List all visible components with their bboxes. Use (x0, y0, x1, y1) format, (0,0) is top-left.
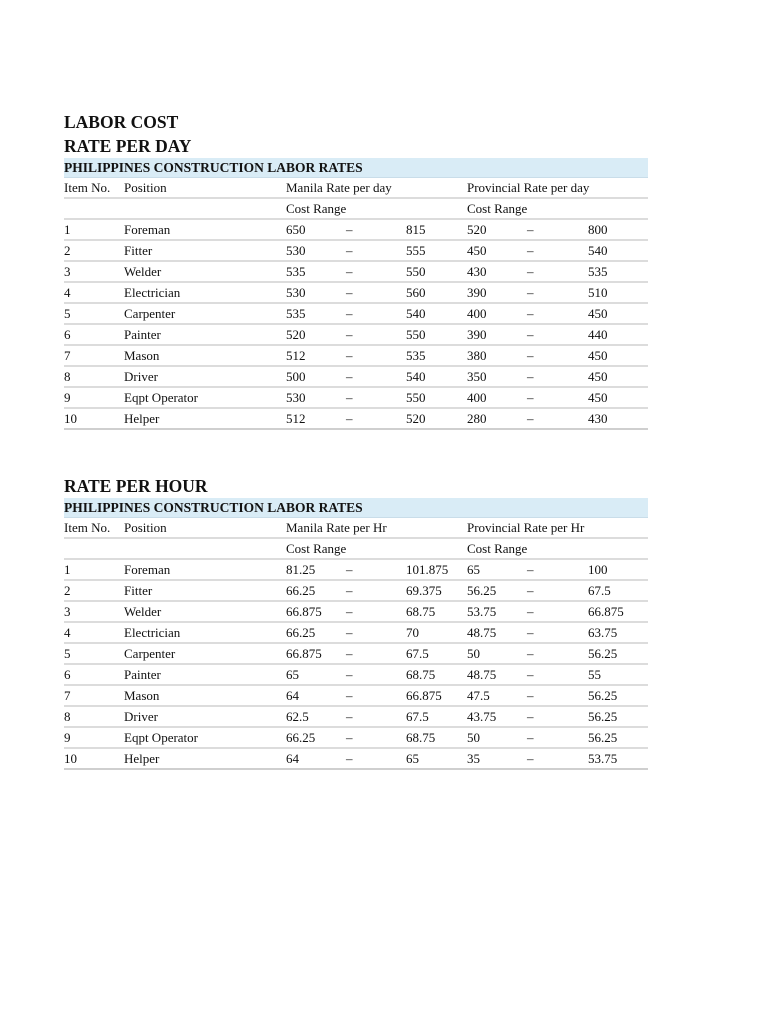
provincial-high: 430 (588, 411, 608, 426)
item-number: 7 (64, 348, 71, 363)
manila-low: 512 (286, 411, 306, 426)
provincial-range-separator: – (527, 625, 534, 640)
position-name: Eqpt Operator (124, 390, 199, 405)
item-number: 1 (64, 562, 71, 577)
header-manila-cost-range: Cost Range (286, 541, 347, 556)
table-body (64, 220, 648, 430)
table-row (64, 220, 648, 241)
item-number: 4 (64, 285, 71, 300)
manila-low: 535 (286, 264, 306, 279)
item-number: 9 (64, 390, 71, 405)
manila-high: 69.375 (406, 583, 442, 598)
provincial-high: 450 (588, 369, 608, 384)
provincial-low: 400 (467, 390, 487, 405)
provincial-range-separator: – (527, 583, 534, 598)
provincial-high: 56.25 (588, 709, 618, 724)
header-manila-cost-range: Cost Range (286, 201, 347, 216)
manila-low: 66.875 (286, 604, 322, 619)
provincial-low: 390 (467, 285, 487, 300)
manila-range-separator: – (346, 625, 353, 640)
table-row (64, 707, 648, 728)
manila-high: 68.75 (406, 730, 436, 745)
manila-range-separator: – (346, 285, 353, 300)
provincial-range-separator: – (527, 709, 534, 724)
manila-low: 512 (286, 348, 306, 363)
item-number: 1 (64, 222, 71, 237)
manila-range-separator: – (346, 709, 353, 724)
position-name: Helper (124, 751, 160, 766)
manila-range-separator: – (346, 369, 353, 384)
item-number: 8 (64, 709, 71, 724)
table-row (64, 728, 648, 749)
provincial-high: 450 (588, 306, 608, 321)
manila-low: 65 (286, 667, 299, 682)
position-name: Electrician (124, 625, 181, 640)
provincial-low: 380 (467, 348, 487, 363)
position-name: Foreman (124, 562, 171, 577)
item-number: 6 (64, 667, 71, 682)
item-number: 5 (64, 306, 71, 321)
manila-high: 540 (406, 306, 426, 321)
provincial-high: 56.25 (588, 730, 618, 745)
provincial-high: 450 (588, 390, 608, 405)
table-banner: PHILIPPINES CONSTRUCTION LABOR RATES (64, 498, 648, 518)
manila-range-separator: – (346, 411, 353, 426)
provincial-low: 50 (467, 646, 480, 661)
provincial-range-separator: – (527, 390, 534, 405)
manila-high: 550 (406, 264, 426, 279)
manila-range-separator: – (346, 688, 353, 703)
header-provincial-cost-range: Cost Range (467, 541, 528, 556)
document-page (64, 110, 648, 770)
provincial-high: 53.75 (588, 751, 618, 766)
manila-low: 66.25 (286, 730, 316, 745)
provincial-low: 48.75 (467, 625, 497, 640)
provincial-low: 400 (467, 306, 487, 321)
provincial-range-separator: – (527, 327, 534, 342)
provincial-range-separator: – (527, 604, 534, 619)
provincial-low: 450 (467, 243, 487, 258)
table-row (64, 749, 648, 770)
provincial-high: 440 (588, 327, 608, 342)
provincial-low: 65 (467, 562, 480, 577)
manila-high: 70 (406, 625, 419, 640)
manila-high: 101.875 (406, 562, 449, 577)
position-name: Driver (124, 709, 158, 724)
table-row (64, 623, 648, 644)
item-number: 10 (64, 411, 77, 426)
provincial-high: 67.5 (588, 583, 611, 598)
manila-low: 530 (286, 243, 306, 258)
provincial-low: 56.25 (467, 583, 497, 598)
manila-range-separator: – (346, 562, 353, 577)
table-subheader-row (64, 539, 648, 560)
manila-low: 66.25 (286, 625, 316, 640)
position-name: Fitter (124, 583, 153, 598)
header-provincial-cost-range: Cost Range (467, 201, 528, 216)
table-row (64, 283, 648, 304)
manila-high: 540 (406, 369, 426, 384)
table-row (64, 644, 648, 665)
item-number: 10 (64, 751, 77, 766)
provincial-low: 53.75 (467, 604, 497, 619)
item-number: 8 (64, 369, 71, 384)
item-number: 2 (64, 583, 71, 598)
position-name: Electrician (124, 285, 181, 300)
item-number: 6 (64, 327, 71, 342)
provincial-range-separator: – (527, 306, 534, 321)
manila-low: 62.5 (286, 709, 309, 724)
item-number: 4 (64, 625, 71, 640)
position-name: Foreman (124, 222, 171, 237)
manila-range-separator: – (346, 646, 353, 661)
provincial-high: 63.75 (588, 625, 618, 640)
header-provincial-rate: Provincial Rate per day (467, 180, 590, 195)
provincial-low: 47.5 (467, 688, 490, 703)
manila-range-separator: – (346, 264, 353, 279)
provincial-low: 280 (467, 411, 487, 426)
provincial-range-separator: – (527, 562, 534, 577)
provincial-high: 540 (588, 243, 608, 258)
header-item-no: Item No. (64, 520, 111, 535)
manila-range-separator: – (346, 327, 353, 342)
table-banner: PHILIPPINES CONSTRUCTION LABOR RATES (64, 158, 648, 178)
table-row (64, 304, 648, 325)
position-name: Painter (124, 327, 161, 342)
manila-high: 68.75 (406, 667, 436, 682)
manila-high: 67.5 (406, 709, 429, 724)
table-row (64, 325, 648, 346)
position-name: Mason (124, 688, 160, 703)
manila-range-separator: – (346, 730, 353, 745)
position-name: Fitter (124, 243, 153, 258)
manila-high: 65 (406, 751, 419, 766)
manila-range-separator: – (346, 243, 353, 258)
provincial-range-separator: – (527, 285, 534, 300)
position-name: Eqpt Operator (124, 730, 199, 745)
section-heading: RATE PER DAY (64, 136, 192, 156)
header-provincial-rate: Provincial Rate per Hr (467, 520, 585, 535)
table-body (64, 560, 648, 770)
provincial-high: 56.25 (588, 688, 618, 703)
position-name: Driver (124, 369, 158, 384)
section-rate-per-hour (64, 474, 648, 770)
table-row (64, 409, 648, 430)
provincial-high: 800 (588, 222, 608, 237)
table-row (64, 241, 648, 262)
provincial-range-separator: – (527, 751, 534, 766)
provincial-low: 390 (467, 327, 487, 342)
provincial-range-separator: – (527, 369, 534, 384)
document-title: LABOR COST (64, 112, 179, 132)
manila-low: 66.25 (286, 583, 316, 598)
header-position: Position (124, 180, 167, 195)
item-number: 5 (64, 646, 71, 661)
provincial-low: 350 (467, 369, 487, 384)
section-heading: RATE PER HOUR (64, 476, 208, 496)
header-manila-rate: Manila Rate per day (286, 180, 392, 195)
manila-range-separator: – (346, 390, 353, 405)
header-item-no: Item No. (64, 180, 111, 195)
manila-range-separator: – (346, 667, 353, 682)
manila-high: 555 (406, 243, 426, 258)
manila-high: 560 (406, 285, 426, 300)
table-row (64, 602, 648, 623)
provincial-range-separator: – (527, 730, 534, 745)
provincial-range-separator: – (527, 411, 534, 426)
manila-high: 66.875 (406, 688, 442, 703)
manila-low: 650 (286, 222, 306, 237)
table-header-row (64, 518, 648, 539)
header-manila-rate: Manila Rate per Hr (286, 520, 387, 535)
position-name: Welder (124, 264, 162, 279)
table-row (64, 560, 648, 581)
provincial-range-separator: – (527, 222, 534, 237)
manila-low: 500 (286, 369, 306, 384)
manila-low: 81.25 (286, 562, 316, 577)
manila-range-separator: – (346, 604, 353, 619)
table-row (64, 686, 648, 707)
item-number: 2 (64, 243, 71, 258)
manila-high: 550 (406, 327, 426, 342)
item-number: 3 (64, 264, 71, 279)
table-header-row (64, 178, 648, 199)
position-name: Helper (124, 411, 160, 426)
provincial-high: 55 (588, 667, 601, 682)
provincial-high: 535 (588, 264, 608, 279)
item-number: 7 (64, 688, 71, 703)
table-row (64, 665, 648, 686)
provincial-high: 56.25 (588, 646, 618, 661)
provincial-range-separator: – (527, 264, 534, 279)
section-rate-per-day (64, 134, 648, 430)
provincial-low: 50 (467, 730, 480, 745)
manila-high: 68.75 (406, 604, 436, 619)
manila-low: 520 (286, 327, 306, 342)
manila-high: 550 (406, 390, 426, 405)
manila-low: 530 (286, 285, 306, 300)
position-name: Mason (124, 348, 160, 363)
manila-high: 815 (406, 222, 426, 237)
item-number: 3 (64, 604, 71, 619)
manila-low: 530 (286, 390, 306, 405)
provincial-range-separator: – (527, 243, 534, 258)
provincial-high: 100 (588, 562, 608, 577)
manila-high: 67.5 (406, 646, 429, 661)
provincial-high: 510 (588, 285, 608, 300)
manila-low: 64 (286, 751, 299, 766)
table-row (64, 367, 648, 388)
table-row (64, 346, 648, 367)
manila-range-separator: – (346, 306, 353, 321)
manila-range-separator: – (346, 583, 353, 598)
manila-low: 64 (286, 688, 299, 703)
provincial-low: 430 (467, 264, 487, 279)
manila-low: 535 (286, 306, 306, 321)
manila-range-separator: – (346, 348, 353, 363)
provincial-low: 48.75 (467, 667, 497, 682)
position-name: Carpenter (124, 306, 176, 321)
table-row (64, 581, 648, 602)
manila-high: 535 (406, 348, 426, 363)
provincial-low: 43.75 (467, 709, 497, 724)
manila-range-separator: – (346, 222, 353, 237)
table-row (64, 262, 648, 283)
manila-low: 66.875 (286, 646, 322, 661)
provincial-range-separator: – (527, 688, 534, 703)
provincial-range-separator: – (527, 646, 534, 661)
manila-high: 520 (406, 411, 426, 426)
provincial-high: 66.875 (588, 604, 624, 619)
table-subheader-row (64, 199, 648, 220)
position-name: Welder (124, 604, 162, 619)
provincial-high: 450 (588, 348, 608, 363)
provincial-low: 520 (467, 222, 487, 237)
provincial-range-separator: – (527, 667, 534, 682)
provincial-low: 35 (467, 751, 480, 766)
manila-range-separator: – (346, 751, 353, 766)
table-row (64, 388, 648, 409)
provincial-range-separator: – (527, 348, 534, 363)
position-name: Painter (124, 667, 161, 682)
item-number: 9 (64, 730, 71, 745)
position-name: Carpenter (124, 646, 176, 661)
header-position: Position (124, 520, 167, 535)
